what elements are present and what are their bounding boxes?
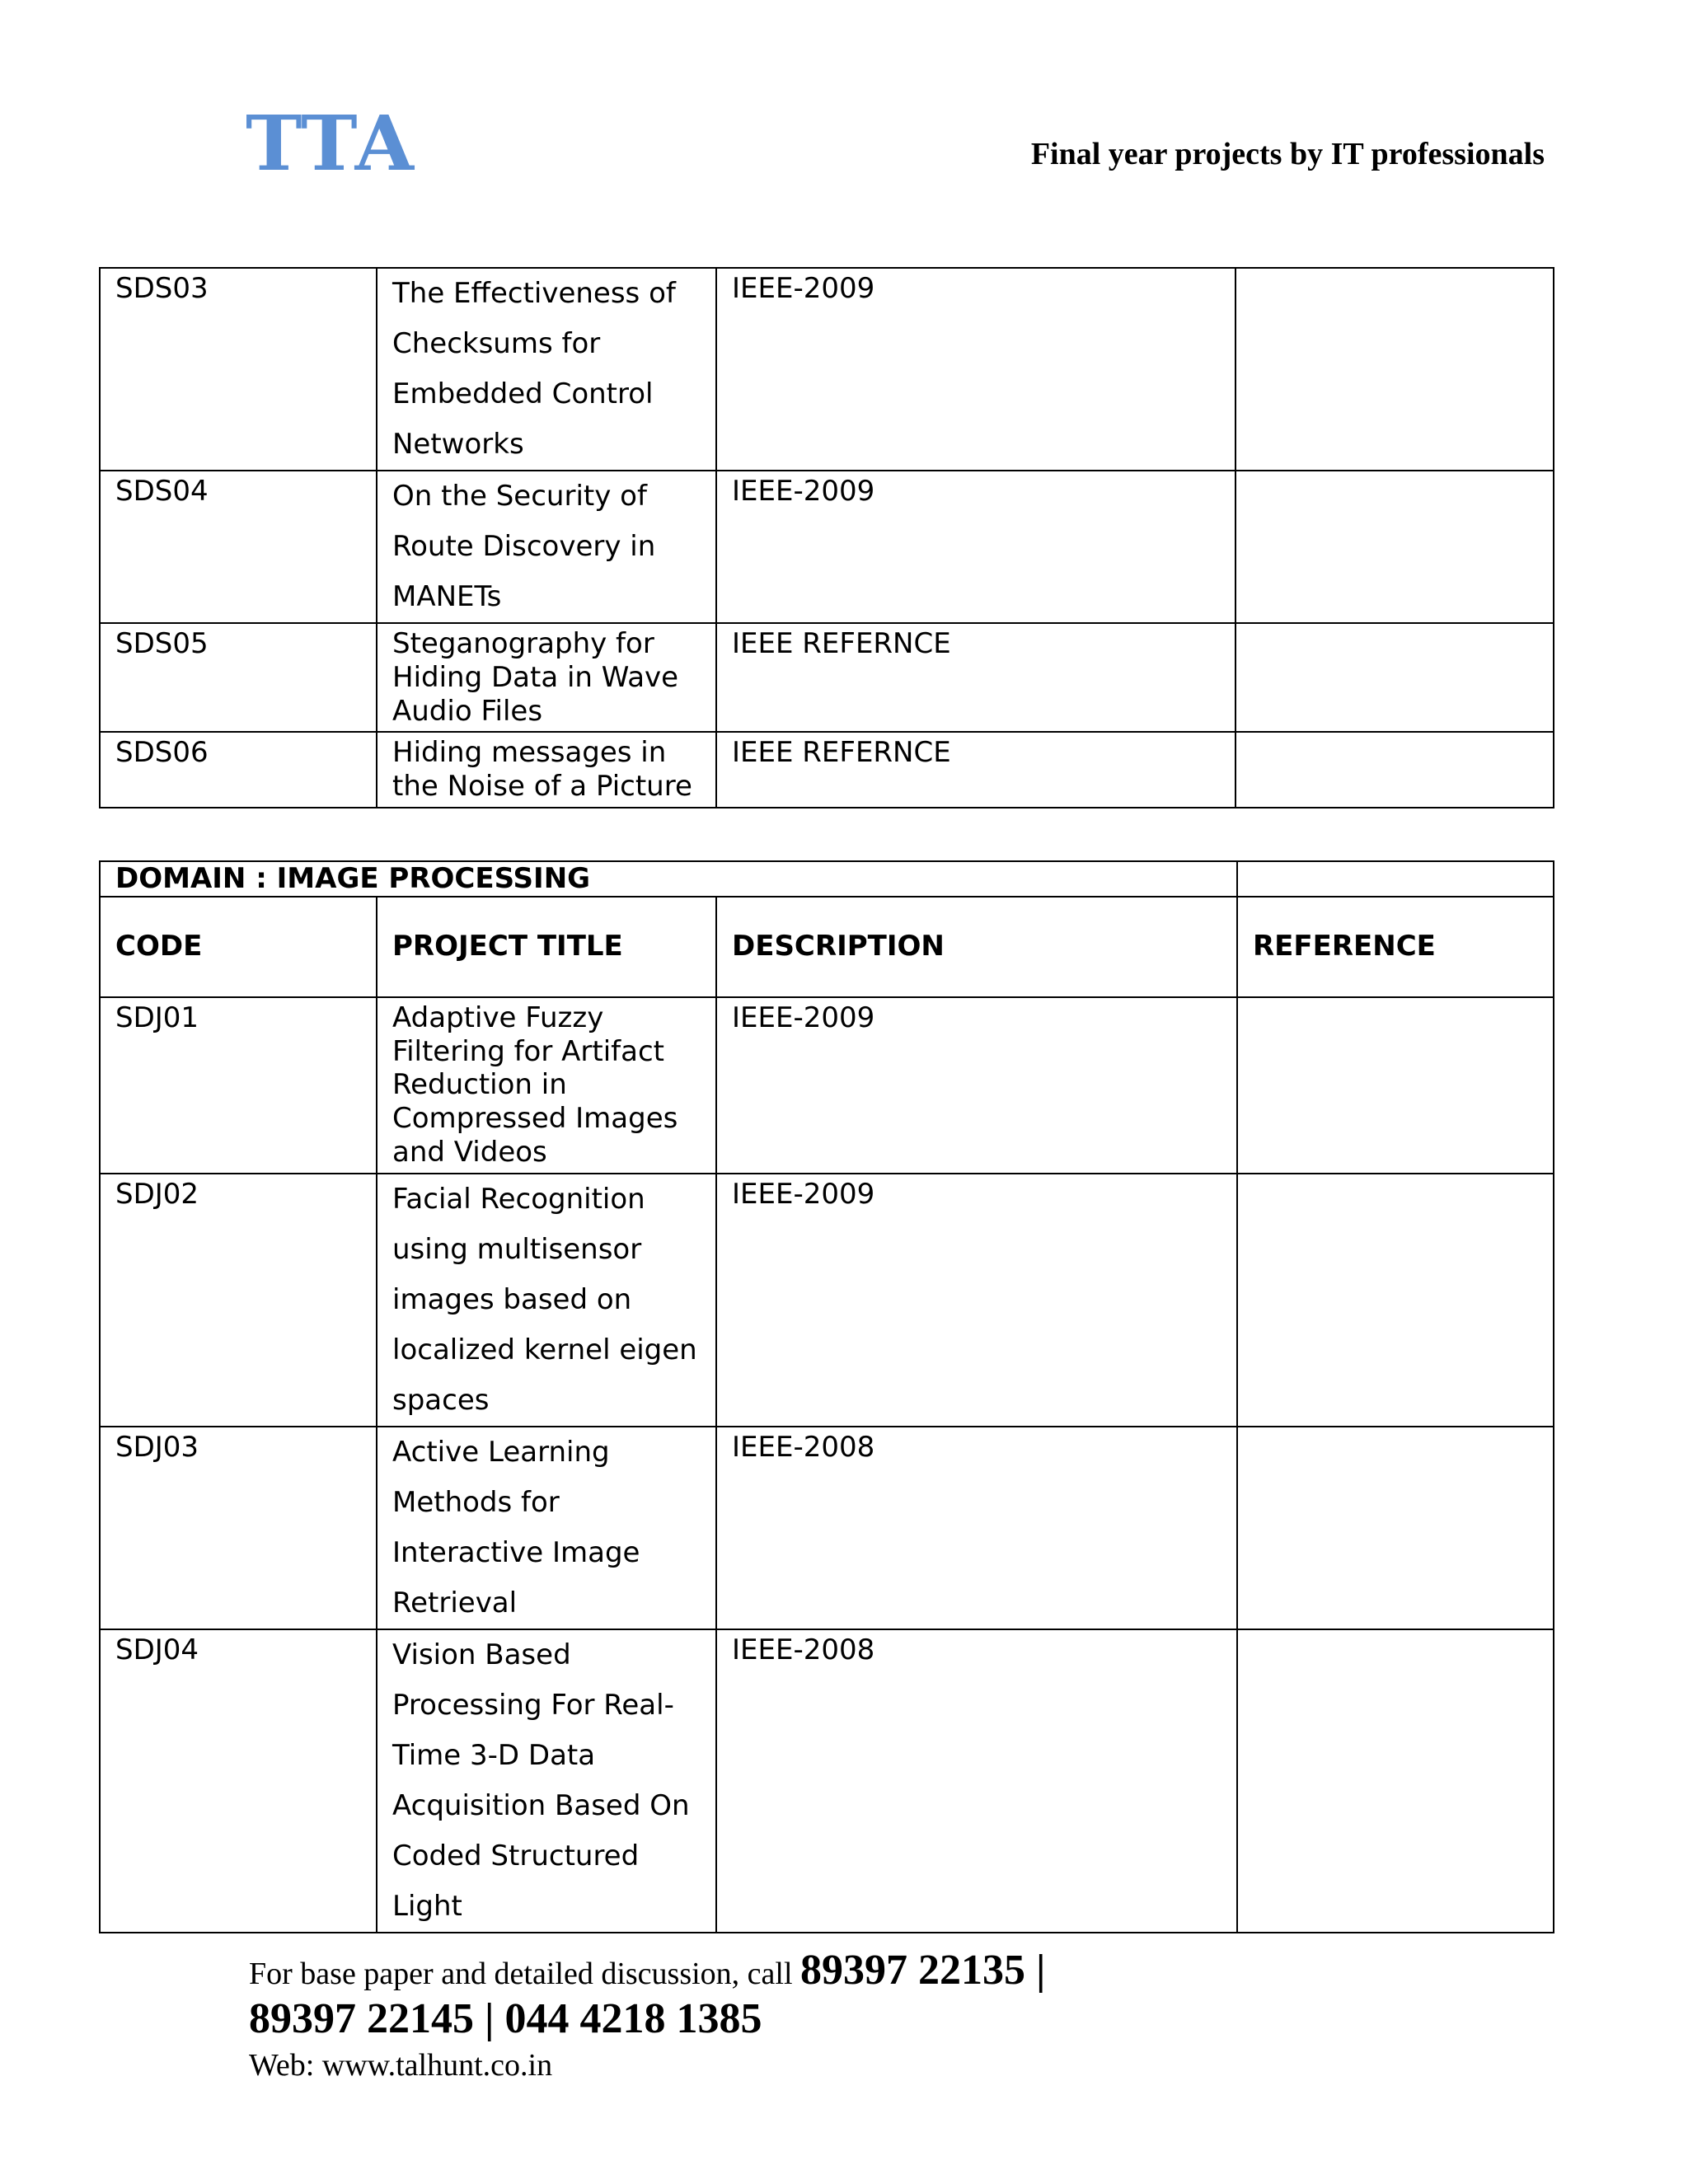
footer-phone-1: 89397 22135 | [800, 1947, 1046, 1994]
table-row [100, 471, 1554, 623]
reference-cell [1237, 1629, 1554, 1933]
title-cell: Active Learning Methods for Interactive Image Retrieval [377, 1427, 716, 1629]
header-title: PROJECT TITLE [377, 897, 716, 997]
title-cell: Facial Recognition using multisensor images based on localized kernel eigen spaces [377, 1174, 716, 1427]
table-row [100, 1427, 1554, 1629]
image-processing-table [99, 860, 1554, 1933]
code-cell: SDJ04 [100, 1629, 377, 1933]
code-cell: SDJ03 [100, 1427, 377, 1629]
reference-cell [1237, 1174, 1554, 1427]
code-cell: SDS03 [100, 268, 377, 471]
footer-call-text: For base paper and detailed discussion, call [249, 1957, 801, 1991]
description-cell: IEEE-2009 [716, 1174, 1237, 1427]
footer-web: Web: www.talhunt.co.in [249, 2048, 553, 2083]
table-row [100, 268, 1554, 471]
domain-row [100, 861, 1554, 897]
description-cell: IEEE REFERNCE [716, 732, 1236, 808]
title-cell: Adaptive Fuzzy Filtering for Artifact Reduction in Compressed Images and Videos [377, 997, 716, 1174]
tta-logo: TTA [246, 99, 415, 188]
domain-title: DOMAIN : IMAGE PROCESSING [100, 861, 1237, 897]
code-cell: SDS05 [100, 623, 377, 732]
table-row [100, 623, 1554, 732]
code-cell: SDS06 [100, 732, 377, 808]
description-cell: IEEE-2008 [716, 1427, 1237, 1629]
table-row [100, 732, 1554, 808]
header-row [100, 897, 1554, 997]
footer-line-1 [249, 1945, 1045, 1996]
title-cell: The Effectiveness of Checksums for Embedded Control Networks [377, 268, 716, 471]
header-reference: REFERENCE [1237, 897, 1554, 997]
table-row [100, 997, 1554, 1174]
title-cell: On the Security of Route Discovery in MANETs [377, 471, 716, 623]
reference-cell [1236, 623, 1554, 732]
description-cell: IEEE-2009 [716, 471, 1236, 623]
reference-cell [1237, 997, 1554, 1174]
domain-empty-cell [1237, 861, 1554, 897]
reference-cell [1236, 268, 1554, 471]
title-cell: Steganography for Hiding Data in Wave Audio Files [377, 623, 716, 732]
description-cell: IEEE REFERNCE [716, 623, 1236, 732]
reference-cell [1237, 1427, 1554, 1629]
title-cell: Vision Based Processing For Real-Time 3-D Data Acquisition Based On Coded Structured Light [377, 1629, 716, 1933]
header-description: DESCRIPTION [716, 897, 1237, 997]
header-code: CODE [100, 897, 377, 997]
description-cell: IEEE-2009 [716, 268, 1236, 471]
code-cell: SDJ02 [100, 1174, 377, 1427]
table-row [100, 1629, 1554, 1933]
reference-cell [1236, 732, 1554, 808]
reference-cell [1236, 471, 1554, 623]
title-cell: Hiding messages in the Noise of a Picture [377, 732, 716, 808]
header-tagline: Final year projects by IT professionals [1030, 137, 1545, 171]
table-row [100, 1174, 1554, 1427]
contact-footer [249, 1945, 1045, 2085]
code-cell: SDJ01 [100, 997, 377, 1174]
projects-table-continued [99, 267, 1554, 808]
footer-phones: 89397 22145 | 044 4218 1385 [249, 1995, 762, 2043]
code-cell: SDS04 [100, 471, 377, 623]
description-cell: IEEE-2008 [716, 1629, 1237, 1933]
description-cell: IEEE-2009 [716, 997, 1237, 1174]
